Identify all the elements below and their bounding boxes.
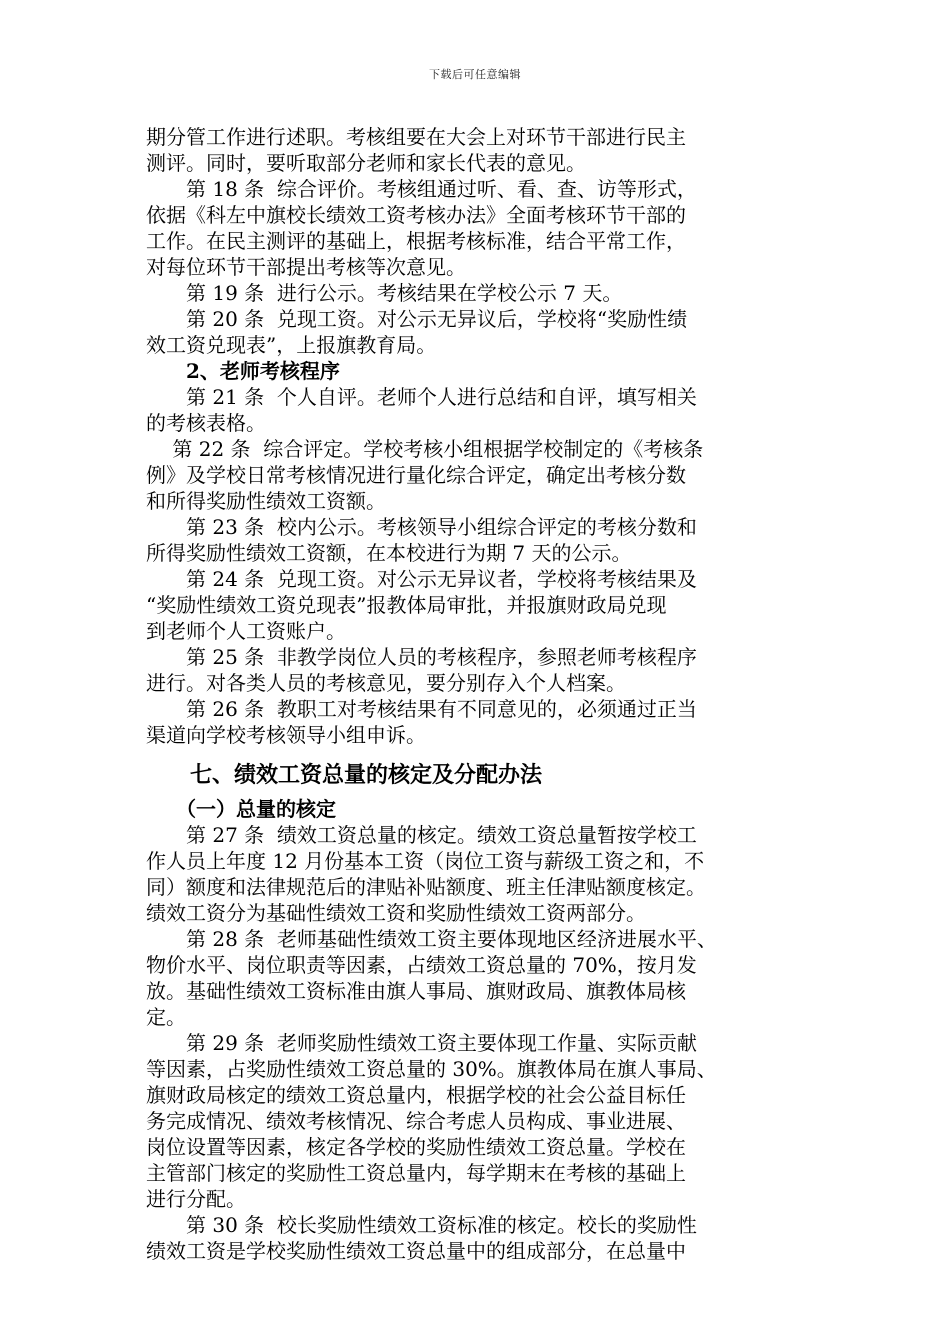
page-header: 下载后可任意编辑: [429, 68, 521, 81]
text-line: 第 21 条 个人自评。老师个人进行总结和自评，填写相关: [146, 385, 697, 409]
text-line: 期分管工作进行述职。考核组要在大会上对环节干部进行民主: [146, 125, 686, 149]
paragraph: [146, 124, 814, 176]
paragraph: [146, 1212, 814, 1264]
section-heading: [146, 358, 814, 384]
text-line: 效工资兑现表”，上报旗教育局。: [146, 333, 437, 357]
text-line: 进行。对各类人员的考核意见，要分别存入个人档案。: [146, 671, 626, 695]
text-line: 例》及学校日常考核情况进行量化综合评定，确定出考核分数: [146, 463, 686, 487]
text-line: 第 18 条 综合评价。考核组通过听、看、查、访等形式，: [146, 177, 697, 201]
text-line: 放。基础性绩效工资标准由旗人事局、旗财政局、旗教体局核: [146, 979, 686, 1003]
paragraph: [146, 566, 814, 644]
text-line: 绩效工资是学校奖励性绩效工资总量中的组成部分，在总量中: [146, 1239, 686, 1263]
text-line: 定。: [146, 1005, 186, 1029]
text-line: 渠道向学校考核领导小组申诉。: [146, 723, 426, 747]
text-line: 所得奖励性绩效工资额，在本校进行为期 7 天的公示。: [146, 541, 632, 565]
text-line: 工作。在民主测评的基础上，根据考核标准，结合平常工作，: [146, 229, 686, 253]
text-line: 作人员上年度 12 月份基本工资（岗位工资与薪级工资之和，不: [146, 849, 705, 873]
text-line: 和所得奖励性绩效工资额。: [146, 489, 386, 513]
section-heading: [146, 796, 814, 822]
text-line: 第 23 条 校内公示。考核领导小组综合评定的考核分数和: [146, 515, 697, 539]
text-line: 绩效工资分为基础性绩效工资和奖励性绩效工资两部分。: [146, 901, 646, 925]
paragraph: [146, 306, 814, 358]
paragraph: [146, 436, 814, 514]
text-line: 第 24 条 兑现工资。对公示无异议者，学校将考核结果及: [146, 567, 697, 591]
text-line: 第 19 条 进行公示。考核结果在学校公示 7 天。: [146, 281, 623, 305]
text-line: 第 29 条 老师奖励性绩效工资主要体现工作量、实际贡献: [146, 1031, 697, 1055]
text-line: “奖励性绩效工资兑现表”报教体局审批，并报旗财政局兑现: [146, 593, 667, 617]
text-line: （一）总量的核定: [146, 797, 336, 821]
text-line: 旗财政局核定的绩效工资总量内，根据学校的社会公益目标任: [146, 1083, 686, 1107]
paragraph: [146, 822, 814, 926]
paragraph: [146, 280, 814, 306]
text-line: 第 22 条 综合评定。学校考核小组根据学校制定的《考核条: [146, 437, 704, 461]
text-line: 第 27 条 绩效工资总量的核定。绩效工资总量暂按学校工: [146, 823, 697, 847]
text-line: 等因素，占奖励性绩效工资总量的 30%。旗教体局在旗人事局、: [146, 1057, 717, 1081]
text-line: 第 20 条 兑现工资。对公示无异议后，学校将“奖励性绩: [146, 307, 688, 331]
paragraph: [146, 696, 814, 748]
section-heading: [146, 762, 814, 788]
paragraph: [146, 176, 814, 280]
paragraph: [146, 1030, 814, 1212]
paragraph: [146, 644, 814, 696]
document-body: [146, 124, 814, 1264]
text-line: 第 30 条 校长奖励性绩效工资标准的核定。校长的奖励性: [146, 1213, 697, 1237]
text-line: 主管部门核定的奖励性工资总量内，每学期末在考核的基础上: [146, 1161, 686, 1185]
text-line: 对每位环节干部提出考核等次意见。: [146, 255, 466, 279]
text-line: 同）额度和法律规范后的津贴补贴额度、班主任津贴额度核定。: [146, 875, 706, 899]
text-line: 进行分配。: [146, 1187, 246, 1211]
text-line: 第 26 条 教职工对考核结果有不同意见的，必须通过正当: [146, 697, 697, 721]
text-line: 到老师个人工资账户。: [146, 619, 346, 643]
text-line: 依据《科左中旗校长绩效工资考核办法》全面考核环节干部的: [146, 203, 686, 227]
text-line: 七、绩效工资总量的核定及分配办法: [146, 762, 543, 788]
text-line: 测评。同时，要听取部分老师和家长代表的意见。: [146, 151, 586, 175]
text-line: 岗位设置等因素，核定各学校的奖励性绩效工资总量。学校在: [146, 1135, 686, 1159]
paragraph: [146, 926, 814, 1030]
text-line: 第 28 条 老师基础性绩效工资主要体现地区经济进展水平、: [146, 927, 717, 951]
text-line: 第 25 条 非教学岗位人员的考核程序，参照老师考核程序: [146, 645, 697, 669]
text-line: 物价水平、岗位职责等因素，占绩效工资总量的 70%，按月发: [146, 953, 697, 977]
text-line: 务完成情况、绩效考核情况、综合考虑人员构成、事业进展、: [146, 1109, 686, 1133]
text-line: 2、老师考核程序: [146, 359, 340, 383]
paragraph: [146, 514, 814, 566]
text-line: 的考核表格。: [146, 411, 266, 435]
paragraph: [146, 384, 814, 436]
